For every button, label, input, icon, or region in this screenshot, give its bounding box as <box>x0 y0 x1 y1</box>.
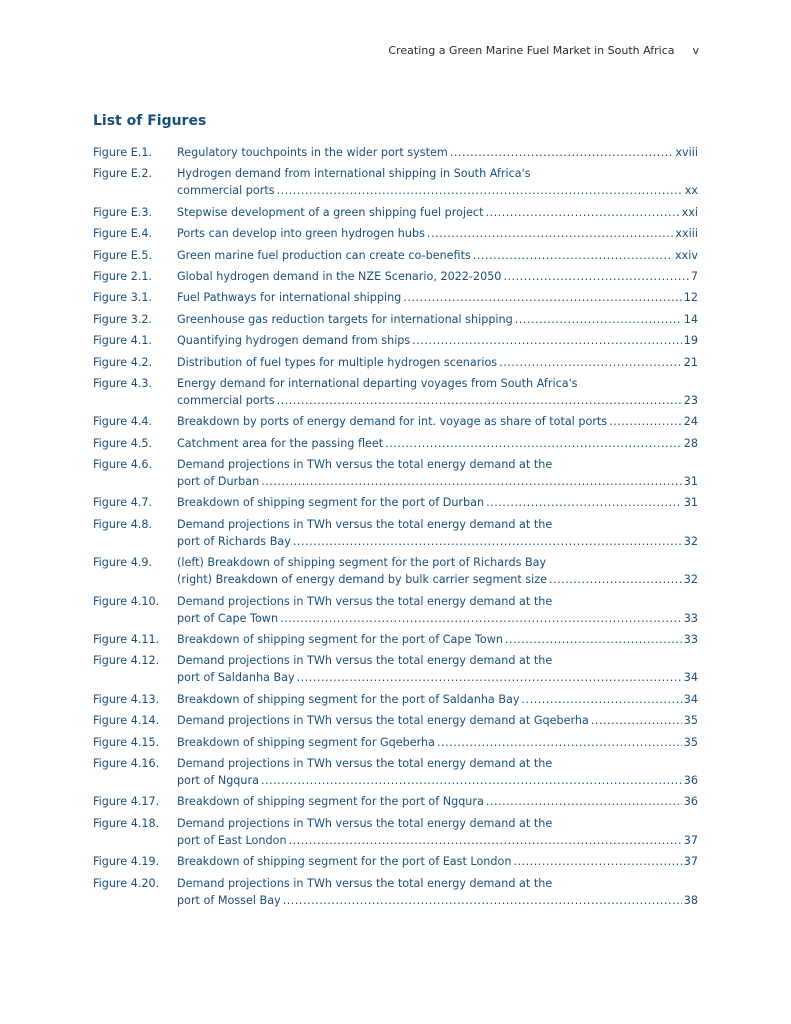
toc-entry[interactable] <box>93 712 698 729</box>
page-number: xxiv <box>675 248 698 262</box>
dot-leader <box>505 631 682 648</box>
figure-title-last-line <box>177 473 698 490</box>
figure-entry <box>177 247 698 264</box>
dot-leader <box>297 669 682 686</box>
page-numeral: v <box>692 44 699 57</box>
figure-title-line: Demand projections in TWh versus the total energy demand at the <box>177 594 553 608</box>
dot-leader <box>549 571 682 588</box>
figure-title-line: (left) Breakdown of shipping segment for the port of Richards Bay <box>177 556 547 570</box>
figure-title-line: Distribution of fuel types for multiple hydrogen scenarios <box>177 355 498 369</box>
figure-entry <box>177 734 698 751</box>
dot-leader <box>486 494 682 511</box>
figure-number: Figure E.4. <box>93 227 153 241</box>
document-title: Creating a Green Marine Fuel Market in South Africa <box>388 44 675 57</box>
figure-title-last-line <box>177 853 698 870</box>
figure-title-last-line <box>177 571 698 588</box>
page-number: 35 <box>683 735 698 749</box>
toc-entry[interactable] <box>93 593 698 627</box>
figure-title-line: port of Mossel Bay <box>177 893 281 907</box>
toc-entry[interactable] <box>93 734 698 751</box>
figure-title-last-line <box>177 289 698 306</box>
page-number: 35 <box>683 714 698 728</box>
figure-title-line: Regulatory touchpoints in the wider port system <box>177 146 448 159</box>
figure-title-line: Breakdown of shipping segment for the port of East London <box>177 855 512 869</box>
figure-number: Figure 4.18. <box>93 816 160 830</box>
figure-title-line: Green marine fuel production can create co-benefits <box>177 248 471 262</box>
figure-title-last-line <box>177 892 698 909</box>
figure-number: Figure 4.19. <box>93 855 160 869</box>
dot-leader <box>609 413 682 430</box>
figure-title-line: (right) Breakdown of energy demand by bulk carrier segment size <box>177 573 548 587</box>
figure-title-line: Demand projections in TWh versus the total energy demand at the <box>177 517 553 531</box>
figure-title-line: Demand projections in TWh versus the total energy demand at the <box>177 816 553 830</box>
toc-entry[interactable] <box>93 631 698 648</box>
figure-number: Figure 4.3. <box>93 376 153 390</box>
figure-entry <box>177 516 698 550</box>
page-number: 34 <box>683 692 698 706</box>
page-number: 31 <box>683 496 698 510</box>
toc-entry[interactable] <box>93 225 698 242</box>
dot-leader <box>499 354 682 371</box>
dot-leader <box>403 289 681 306</box>
toc-entry[interactable] <box>93 815 698 849</box>
figure-title-last-line <box>177 247 698 264</box>
figure-entry <box>177 691 698 708</box>
figure-title-line: commercial ports <box>177 184 275 198</box>
dot-leader <box>412 332 682 349</box>
page-number: 37 <box>683 855 698 869</box>
figure-title-last-line <box>177 533 698 550</box>
figure-title-last-line <box>177 182 698 199</box>
toc-entry[interactable] <box>93 554 698 588</box>
figure-title-last-line <box>177 225 698 242</box>
figure-number: Figure E.5. <box>93 248 153 262</box>
figure-entry <box>177 755 698 789</box>
page-number: 19 <box>683 334 698 348</box>
figure-number: Figure 4.17. <box>93 795 160 809</box>
figure-title-line: Breakdown of shipping segment for the port of Saldanha Bay <box>177 692 520 706</box>
dot-leader <box>513 853 681 870</box>
figure-title-last-line <box>177 631 698 648</box>
figure-number: Figure 4.13. <box>93 692 160 706</box>
figure-title-line: Stepwise development of a green shipping fuel project <box>177 205 484 219</box>
dot-leader <box>277 392 682 409</box>
figure-number: Figure E.3. <box>93 205 153 219</box>
figure-title-line: Breakdown of shipping segment for Gqeberha <box>177 735 435 749</box>
toc-entry[interactable] <box>93 375 698 409</box>
figure-title-last-line <box>177 691 698 708</box>
toc-entry[interactable] <box>93 311 698 328</box>
figure-entry <box>177 712 698 729</box>
figure-title-last-line <box>177 413 698 430</box>
toc-entry[interactable] <box>93 144 698 161</box>
toc-entry[interactable] <box>93 289 698 306</box>
figure-number: Figure 4.9. <box>93 556 153 570</box>
figure-number: Figure 4.16. <box>93 756 160 770</box>
figure-entry <box>177 289 698 306</box>
figure-title-line: Breakdown of shipping segment for the port of Ngqura <box>177 795 484 809</box>
toc-entry[interactable] <box>93 793 698 810</box>
figure-entry <box>177 494 698 511</box>
figure-title-line: port of Ngqura <box>177 773 259 787</box>
figure-title-last-line <box>177 354 698 371</box>
figure-title-line: Global hydrogen demand in the NZE Scenario, 2022-2050 <box>177 269 502 283</box>
figure-entry <box>177 311 698 328</box>
figure-title-line: Fuel Pathways for international shipping <box>177 291 402 305</box>
figure-entry <box>177 354 698 371</box>
figure-title-last-line <box>177 332 698 349</box>
figure-title-line: port of Cape Town <box>177 611 279 625</box>
figure-number: Figure 4.12. <box>93 654 160 668</box>
figure-entry <box>177 793 698 810</box>
figure-entry <box>177 435 698 452</box>
figure-number: Figure 2.1. <box>93 269 153 283</box>
figure-entry <box>177 593 698 627</box>
toc-entry[interactable] <box>93 691 698 708</box>
figure-title-line: port of Saldanha Bay <box>177 671 295 685</box>
figure-entry <box>177 456 698 490</box>
figure-title-line: Breakdown by ports of energy demand for int. voyage as share of total ports <box>177 415 608 429</box>
figure-entry <box>177 204 698 221</box>
page-number: 21 <box>683 355 698 369</box>
figure-entry <box>177 225 698 242</box>
figure-number: Figure E.2. <box>93 167 153 181</box>
dot-leader <box>427 225 674 242</box>
page-number: 28 <box>683 436 698 450</box>
dot-leader <box>485 204 679 221</box>
page-number: 24 <box>683 415 698 429</box>
page-number: 38 <box>683 893 698 907</box>
toc-entry[interactable] <box>93 354 698 371</box>
section-title: List of Figures <box>93 113 207 129</box>
dot-leader <box>283 892 682 909</box>
page-number: 32 <box>683 534 698 548</box>
toc-entry[interactable] <box>93 456 698 490</box>
figure-title-last-line <box>177 435 698 452</box>
figure-title-last-line <box>177 392 698 409</box>
figure-number: Figure 4.8. <box>93 517 153 531</box>
toc-entry[interactable] <box>93 435 698 452</box>
page-number: xxiii <box>675 227 698 241</box>
figure-number: Figure E.1. <box>93 146 153 159</box>
figure-title-line: Ports can develop into green hydrogen hubs <box>177 227 425 241</box>
figure-entry <box>177 815 698 849</box>
figure-number: Figure 4.14. <box>93 714 160 728</box>
figure-title-line: Breakdown of shipping segment for the port of Durban <box>177 496 485 510</box>
figure-title-line: Greenhouse gas reduction targets for international shipping <box>177 312 513 326</box>
figure-entry <box>177 332 698 349</box>
figure-title-last-line <box>177 832 698 849</box>
page-number: xxi <box>681 205 698 219</box>
figure-entry <box>177 554 698 588</box>
figure-entry <box>177 165 698 199</box>
figure-number: Figure 4.2. <box>93 355 153 369</box>
dot-leader <box>515 311 682 328</box>
figure-title-last-line <box>177 204 698 221</box>
dot-leader <box>261 473 682 490</box>
dot-leader <box>591 712 682 729</box>
figure-title-line: port of Durban <box>177 475 260 489</box>
figure-title-last-line <box>177 712 698 729</box>
dot-leader <box>280 610 682 627</box>
page-number: 7 <box>690 269 698 283</box>
toc-entry[interactable] <box>93 413 698 430</box>
toc-entry[interactable] <box>93 875 698 909</box>
page-number: 37 <box>683 833 698 847</box>
figure-title-line: Hydrogen demand from international shipping in South Africa's <box>177 167 531 181</box>
figure-title-last-line <box>177 669 698 686</box>
dot-leader <box>503 268 688 285</box>
figure-number: Figure 3.2. <box>93 312 153 326</box>
dot-leader <box>289 832 682 849</box>
figure-title-line: Demand projections in TWh versus the total energy demand at Gqeberha <box>177 714 589 728</box>
toc-entry[interactable] <box>93 247 698 264</box>
list-of-figures <box>93 144 698 913</box>
page-number: 33 <box>683 611 698 625</box>
toc-entry[interactable] <box>93 204 698 221</box>
figure-title-last-line <box>177 144 698 161</box>
running-header <box>388 44 699 57</box>
figure-number: Figure 4.20. <box>93 876 160 890</box>
figure-title-line: Demand projections in TWh versus the total energy demand at the <box>177 458 553 472</box>
figure-title-last-line <box>177 311 698 328</box>
page-number: xviii <box>675 146 698 159</box>
figure-title-line: commercial ports <box>177 393 275 407</box>
dot-leader <box>450 144 674 161</box>
page-number: 31 <box>683 475 698 489</box>
figure-entry <box>177 875 698 909</box>
figure-number: Figure 4.15. <box>93 735 160 749</box>
figure-title-line: Quantifying hydrogen demand from ships <box>177 334 411 348</box>
figure-entry <box>177 268 698 285</box>
toc-entry[interactable] <box>93 652 698 686</box>
figure-title-last-line <box>177 268 698 285</box>
page-number: 14 <box>683 312 698 326</box>
figure-title-last-line <box>177 610 698 627</box>
dot-leader <box>277 182 683 199</box>
dot-leader <box>385 435 682 452</box>
figure-title-last-line <box>177 734 698 751</box>
page-number: 33 <box>683 633 698 647</box>
figure-number: Figure 4.11. <box>93 633 160 647</box>
dot-leader <box>293 533 682 550</box>
page-number: 36 <box>683 795 698 809</box>
figure-title-line: Demand projections in TWh versus the total energy demand at the <box>177 756 553 770</box>
page-number: 32 <box>683 573 698 587</box>
page-number: 34 <box>683 671 698 685</box>
toc-entry[interactable] <box>93 494 698 511</box>
figure-title-last-line <box>177 772 698 789</box>
page-number: xx <box>684 184 698 198</box>
figure-number: Figure 3.1. <box>93 291 153 305</box>
figure-title-line: Catchment area for the passing fleet <box>177 436 384 450</box>
figure-entry <box>177 853 698 870</box>
figure-title-line: port of Richards Bay <box>177 534 291 548</box>
figure-number: Figure 4.6. <box>93 458 153 472</box>
figure-title-last-line <box>177 793 698 810</box>
page-number: 23 <box>683 393 698 407</box>
figure-number: Figure 4.4. <box>93 415 153 429</box>
dot-leader <box>437 734 682 751</box>
figure-title-line: Demand projections in TWh versus the total energy demand at the <box>177 654 553 668</box>
toc-entry[interactable] <box>93 268 698 285</box>
figure-title-line: Breakdown of shipping segment for the port of Cape Town <box>177 633 503 647</box>
figure-number: Figure 4.5. <box>93 436 153 450</box>
figure-title-line: Energy demand for international departing voyages from South Africa's <box>177 376 578 390</box>
figure-title-last-line <box>177 494 698 511</box>
figure-entry <box>177 413 698 430</box>
figure-entry <box>177 631 698 648</box>
toc-entry[interactable] <box>93 853 698 870</box>
figure-number: Figure 4.10. <box>93 594 160 608</box>
dot-leader <box>261 772 682 789</box>
figure-number: Figure 4.7. <box>93 496 153 510</box>
toc-entry[interactable] <box>93 165 698 199</box>
figure-entry <box>177 144 698 161</box>
page-number: 36 <box>683 773 698 787</box>
figure-number: Figure 4.1. <box>93 334 153 348</box>
page-number: 12 <box>683 291 698 305</box>
toc-entry[interactable] <box>93 516 698 550</box>
figure-title-line: port of East London <box>177 833 287 847</box>
dot-leader <box>486 793 682 810</box>
toc-entry[interactable] <box>93 755 698 789</box>
figure-entry <box>177 652 698 686</box>
toc-entry[interactable] <box>93 332 698 349</box>
figure-title-line: Demand projections in TWh versus the total energy demand at the <box>177 876 553 890</box>
dot-leader <box>473 247 673 264</box>
figure-entry <box>177 375 698 409</box>
dot-leader <box>522 691 682 708</box>
